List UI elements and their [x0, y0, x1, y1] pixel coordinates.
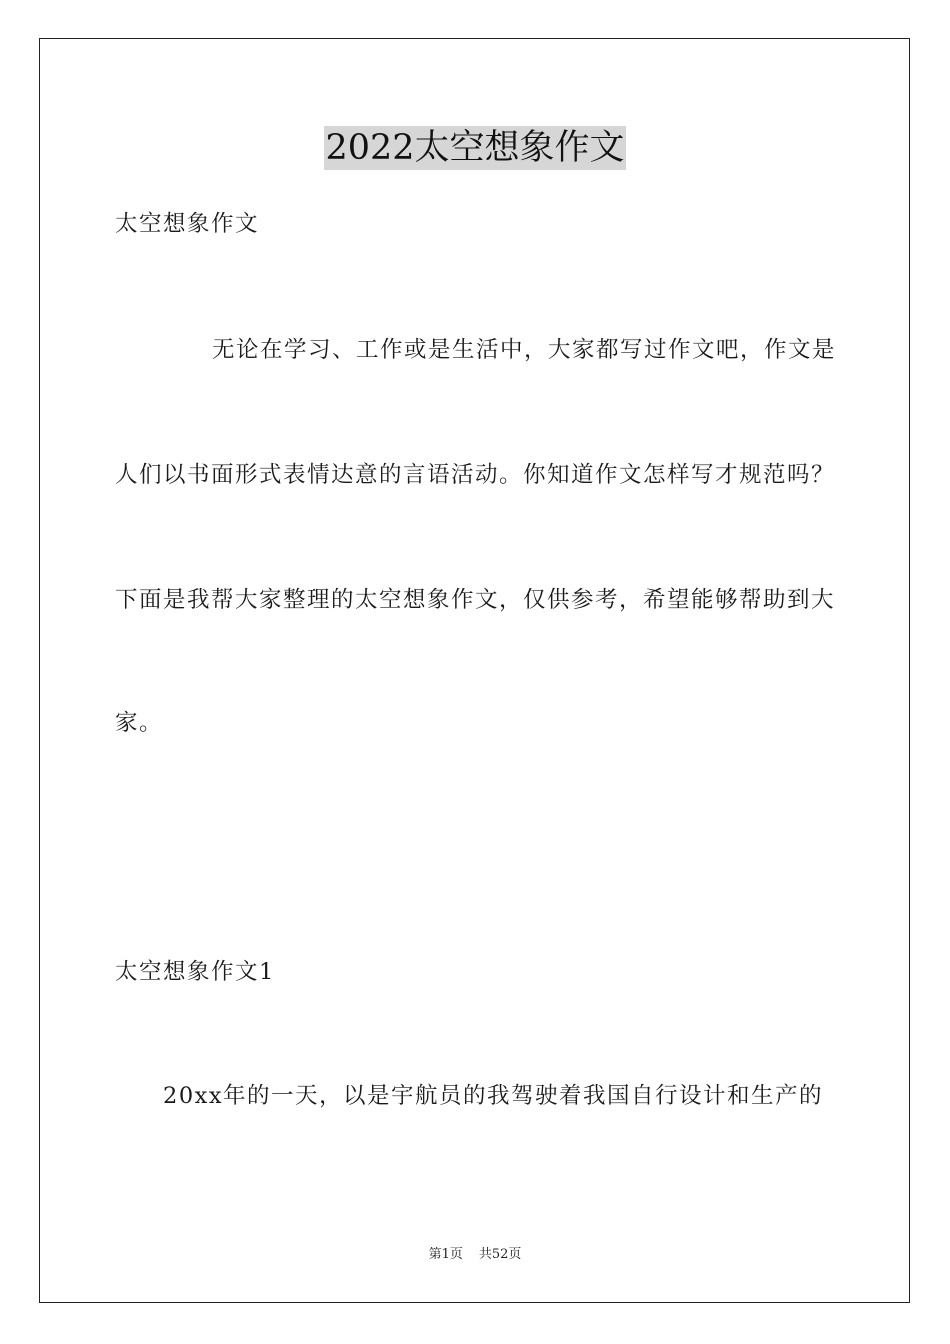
section-heading: 太空想象作文1 — [115, 959, 275, 985]
page-number-current: 第1页 — [428, 1247, 463, 1262]
document-title — [0, 126, 950, 170]
document-heading: 太空想象作文 — [115, 211, 260, 237]
section-line-1: 20xx年的一天，以是宇航员的我驾驶着我国自行设计和生产的 — [163, 1083, 824, 1109]
page-number-total: 共52页 — [478, 1247, 522, 1262]
intro-line-2: 人们以书面形式表情达意的言语活动。你知道作文怎样写才规范吗？ — [115, 462, 836, 488]
intro-line-3: 下面是我帮大家整理的太空想象作文，仅供参考，希望能够帮助到大 — [115, 587, 836, 613]
document-title-text: 2022太空想象作文 — [325, 128, 625, 168]
page-footer — [0, 1246, 950, 1264]
intro-line-4: 家。 — [115, 710, 164, 736]
intro-line-1: 无论在学习、工作或是生活中，大家都写过作文吧，作文是 — [212, 337, 837, 363]
